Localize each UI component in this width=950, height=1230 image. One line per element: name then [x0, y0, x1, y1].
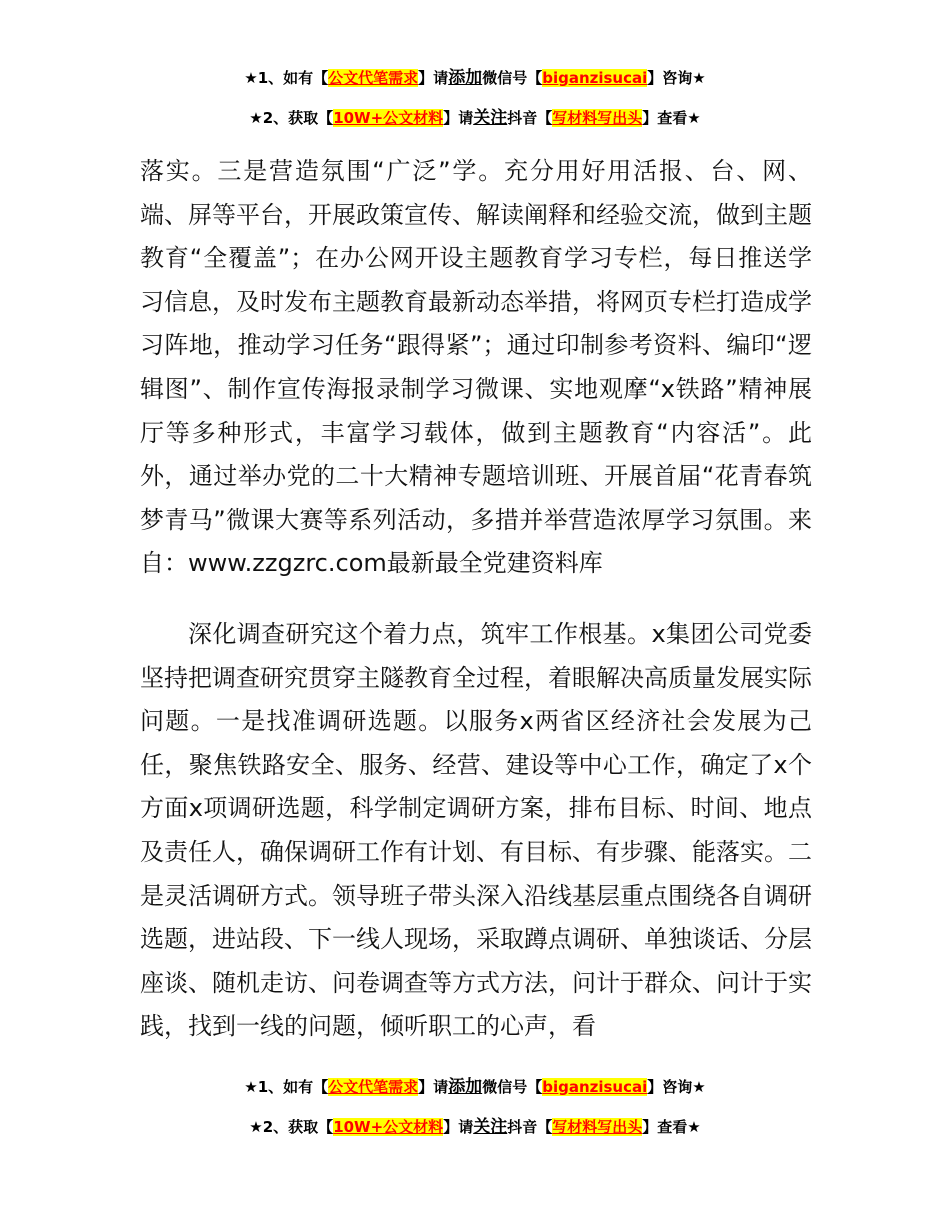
footer-ad-2-prefix: ★2、获取【: [249, 1118, 334, 1136]
footer-ad-1-emphasis: 添加: [448, 1077, 483, 1097]
header-ad-2-highlight-douyin: 写材料写出头: [552, 109, 643, 127]
footer-ad-1-prefix: ★1、如有【: [244, 1078, 329, 1096]
footer-ad-line-1: [0, 1077, 950, 1097]
footer-ad-2-middle-2: 抖音【: [507, 1118, 553, 1136]
footer-ad-2-suffix: 】查看★: [642, 1118, 701, 1136]
header-ad-line-1: [0, 68, 950, 88]
footer-ad-1-highlight-wechat-id: biganzisucai: [542, 1078, 648, 1096]
header-ad-2-suffix: 】查看★: [642, 109, 701, 127]
header-ad-1-middle: 】请: [418, 69, 449, 87]
footer-ad-1-middle-2: 微信号【: [482, 1078, 543, 1096]
header-ad-line-2: [0, 108, 950, 128]
footer-ad-line-2: [0, 1117, 950, 1137]
header-ad-2-emphasis: 关注: [473, 108, 508, 128]
header-ad-1-prefix: ★1、如有【: [244, 69, 329, 87]
header-ad-2-prefix: ★2、获取【: [249, 109, 334, 127]
header-ad-1-suffix: 】咨询★: [647, 69, 706, 87]
header-ad-1-highlight-service: 公文代笔需求: [328, 69, 419, 87]
footer-ad-2-middle: 】请: [443, 1118, 474, 1136]
header-ad-1-middle-2: 微信号【: [482, 69, 543, 87]
header-ad-2-highlight-materials: 10W+公文材料: [333, 109, 444, 127]
header-ad-2-middle-2: 抖音【: [507, 109, 553, 127]
footer-ad-2-highlight-materials: 10W+公文材料: [333, 1118, 444, 1136]
footer-ad-2-highlight-douyin: 写材料写出头: [552, 1118, 643, 1136]
header-ad-1-emphasis: 添加: [448, 68, 483, 88]
footer-ad-1-middle: 】请: [418, 1078, 449, 1096]
footer-ad-1-suffix: 】咨询★: [647, 1078, 706, 1096]
header-ad-1-highlight-wechat-id: biganzisucai: [542, 69, 648, 87]
body-paragraph-2: 深化调查研究这个着力点，筑牢工作根基。x集团公司党委坚持把调查研究贯穿主隧教育全过程，着眼解决高质量发展实际问题。一是找准调研选题。以服务x两省区经济社会发展为己任，聚焦铁路安全、服务、经营、建设等中心工作，确定了x个方面x项调研选题，科学制定调研方案，排布目标、时间、地点及责任人，确保调研工作有计划、有目标、有步骤、能落实。二是灵活调研方式。领导班子带头深入沿线基层重点围绕各自调研选题，进站段、下一线人现场，采取蹲点调研、单独谈话、分层座谈、随机走访、问卷调查等方式方法，问计于群众、问计于实践，找到一线的问题，倾听职工的心声，看: [140, 620, 812, 1041]
body-paragraph-1: 落实。三是营造氛围“广泛”学。充分用好用活报、台、网、端、屏等平台，开展政策宣传、解读阐释和经验交流，做到主题教育“全覆盖”；在办公网开设主题教育学习专栏，每日推送学习信息，及时发布主题教育最新动态举措，将网页专栏打造成学习阵地，推动学习任务“跟得紧”；通过印制参考资料、编印“逻辑图”、制作宣传海报录制学习微课、实地观摩“x铁路”精神展厅等多种形式，丰富学习载体，做到主题教育“内容活”。此外，通过举办党的二十大精神专题培训班、开展首届“花青春筑梦青马”微课大赛等系列活动，多措并举营造浓厚学习氛围。来自：www.zzgzrc.com最新最全党建资料库: [140, 157, 812, 578]
header-ad-2-middle: 】请: [443, 109, 474, 127]
footer-ad-1-highlight-service: 公文代笔需求: [328, 1078, 419, 1096]
footer-ad-2-emphasis: 关注: [473, 1117, 508, 1137]
